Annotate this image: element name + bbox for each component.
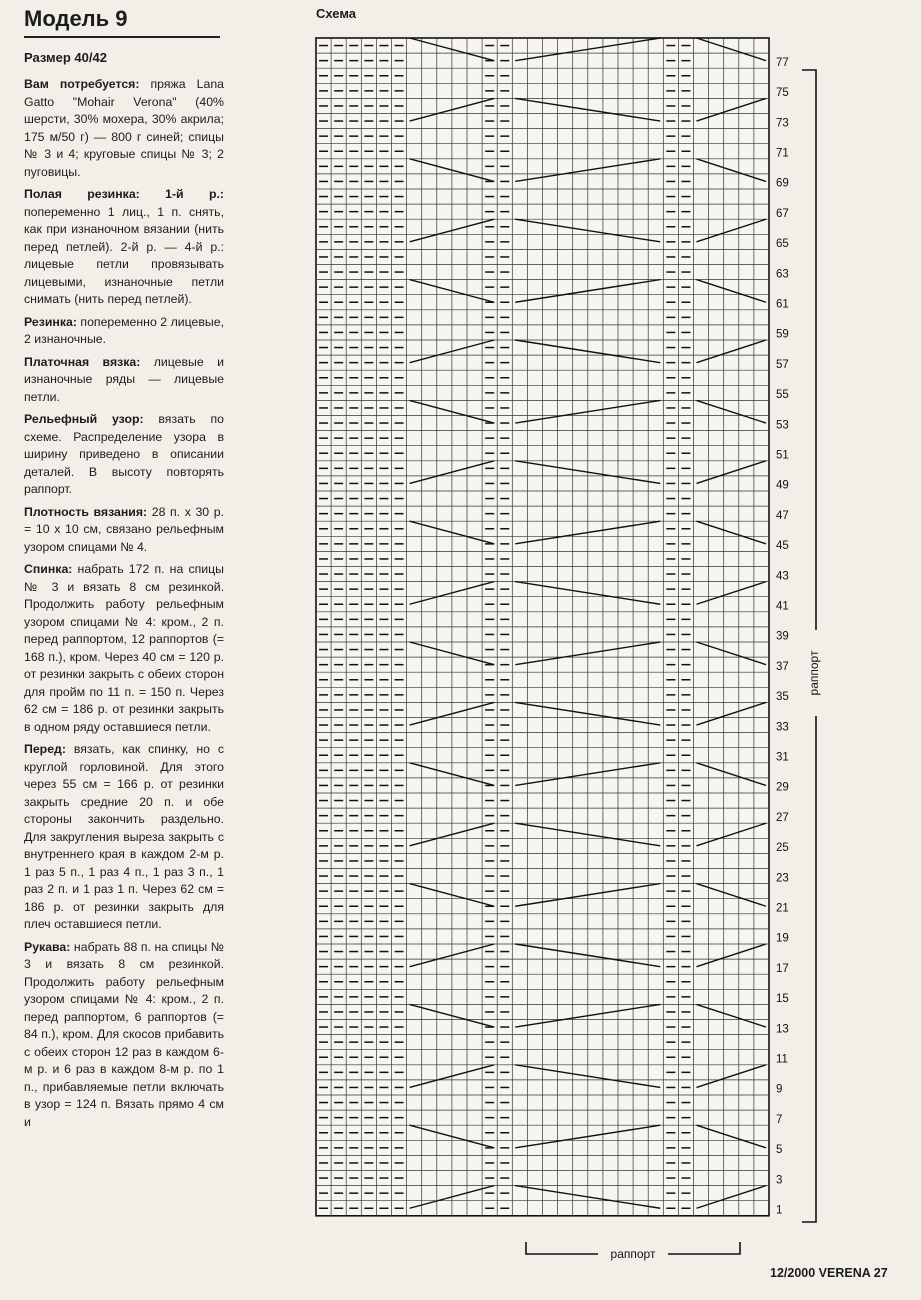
row-label: 77 bbox=[776, 56, 789, 69]
row-label: 59 bbox=[776, 328, 789, 341]
instruction-label: Рукава: bbox=[24, 939, 71, 954]
row-label: 31 bbox=[776, 751, 789, 764]
row-label: 29 bbox=[776, 781, 789, 794]
row-label: 53 bbox=[776, 419, 789, 432]
instruction-paragraph bbox=[24, 411, 224, 499]
row-label: 21 bbox=[776, 902, 789, 915]
instruction-text: вязать, как спинку, но с круглой горловиной. Для этого через 55 см = 166 р. от резинки закрыть средние 20 п. и обе стороны закончить раздельно. Для закругления выреза закрыть с внутреннего края в каждом 2-м р. 1 раз 5 п., 1 раз 4 п., 1 раз 3 п., 1 раз 2 п. и 1 раз 1 п. Через 62 см = 186 р. от резинки закрыть для плеч оставшиеся петли. bbox=[24, 742, 224, 931]
page-number: 27 bbox=[873, 1266, 888, 1280]
row-label: 55 bbox=[776, 389, 789, 402]
instruction-text: попеременно 1 лиц., 1 п. снять, как при изнаночном вязании (нить перед петлей). 2-й р. — 4-й р.: лицевые петли провязывать лицевыми, изнаночные петли снимать (нить перед петлей). bbox=[24, 204, 224, 306]
chart-row-labels bbox=[776, 57, 789, 1217]
row-label: 67 bbox=[776, 207, 789, 220]
page-footer bbox=[770, 1266, 888, 1280]
instruction-paragraph bbox=[24, 314, 224, 349]
instruction-text: вязать по схеме. Распределение узора в ширину приведено в описании деталей. В высоту повторять раппорт. bbox=[24, 412, 224, 496]
size-label: Размер 40/42 bbox=[24, 50, 107, 65]
row-label: 51 bbox=[776, 449, 789, 462]
row-label: 57 bbox=[776, 358, 789, 371]
instruction-paragraph bbox=[24, 354, 224, 407]
row-label: 13 bbox=[776, 1023, 789, 1036]
row-label: 61 bbox=[776, 298, 789, 311]
row-label: 23 bbox=[776, 872, 789, 885]
row-label: 73 bbox=[776, 117, 789, 130]
row-label: 47 bbox=[776, 509, 789, 522]
row-label: 3 bbox=[776, 1174, 783, 1187]
row-label: 63 bbox=[776, 268, 789, 281]
instruction-paragraph bbox=[24, 561, 224, 736]
repeat-label-bottom: раппорт bbox=[610, 1247, 656, 1261]
instruction-paragraph bbox=[24, 504, 224, 557]
instructions-column bbox=[24, 76, 224, 1136]
instruction-label: Плотность вязания: bbox=[24, 504, 148, 519]
instruction-label: Резинка: bbox=[24, 314, 77, 329]
row-label: 25 bbox=[776, 842, 789, 855]
instruction-label: Вам потребуется: bbox=[24, 77, 140, 91]
row-label: 5 bbox=[776, 1144, 783, 1157]
knitting-chart bbox=[300, 20, 840, 1265]
row-label: 71 bbox=[776, 147, 789, 160]
instruction-label: Перед: bbox=[24, 742, 66, 756]
instruction-label: Рельефный узор: bbox=[24, 412, 144, 426]
instruction-label: Спинка: bbox=[24, 562, 73, 576]
row-label: 11 bbox=[776, 1053, 788, 1066]
row-label: 69 bbox=[776, 177, 789, 190]
instruction-paragraph bbox=[24, 186, 224, 309]
chart-grid bbox=[316, 38, 769, 1216]
instruction-text: набрать 172 п. на спицы № 3 и вязать 8 см резинкой. Продолжить работу рельефным узором спицами № 4: кром., 2 п. перед раппортом, 12 раппортов (= 168 п.), кром. Через 40 см = 120 р. от резинки закрыть с обеих сторон для пройм по 11 п. = 150 п. Через 62 см = 186 р. от резинки закрыть в одном ряду оставшиеся петли. bbox=[24, 562, 224, 734]
row-label: 49 bbox=[776, 479, 789, 492]
row-label: 1 bbox=[776, 1204, 783, 1217]
page-title: Модель 9 bbox=[24, 6, 220, 38]
instruction-text: лицевые и изнаночные ряды — лицевые петли. bbox=[24, 354, 225, 404]
row-label: 75 bbox=[776, 87, 789, 100]
instruction-paragraph bbox=[24, 76, 224, 181]
row-label: 19 bbox=[776, 932, 789, 945]
row-label: 33 bbox=[776, 721, 789, 734]
row-label: 35 bbox=[776, 691, 789, 704]
instruction-text: пряжа Lana Gatto "Mohair Verona" (40% шерсти, 30% мохера, 30% акрила; 175 м/50 г) — 800 г синей; спицы № 3 и 4; круговые спицы № 3; 2 пуговицы. bbox=[24, 77, 224, 179]
row-label: 17 bbox=[776, 962, 789, 975]
instruction-label: Полая резинка: 1-й р.: bbox=[24, 187, 224, 201]
row-label: 39 bbox=[776, 630, 789, 643]
repeat-label-right: раппорт bbox=[807, 650, 821, 696]
row-label: 41 bbox=[776, 600, 789, 613]
scheme-title: Схема bbox=[316, 6, 357, 21]
row-label: 43 bbox=[776, 570, 789, 583]
row-label: 15 bbox=[776, 993, 789, 1006]
instruction-text: попеременно 2 лицевые, 2 изнаночные. bbox=[24, 314, 224, 346]
row-label: 37 bbox=[776, 660, 789, 673]
row-label: 45 bbox=[776, 540, 789, 553]
instruction-label: Платочная вязка: bbox=[24, 354, 141, 369]
row-label: 9 bbox=[776, 1083, 783, 1096]
row-label: 27 bbox=[776, 811, 789, 824]
issue-label: 12/2000 VERENA bbox=[770, 1266, 871, 1280]
instruction-paragraph bbox=[24, 939, 224, 1132]
instruction-text: набрать 88 п. на спицы № 3 и вязать 8 см резинкой. Продолжить работу рельефным узором спицами № 4: кром., 2 п. перед раппортом, 6 раппортов (= 84 п.), кром. Для скосов прибавить с обеих сторон 12 раз в каждом 6-м р. и 6 раз в каждом 8-м р. по 1 п., прибавляемые петли включать в узор = 124 п. Вязать прямо 4 см и bbox=[24, 939, 224, 1129]
instruction-paragraph bbox=[24, 741, 224, 934]
instruction-text: 28 п. х 30 р. = 10 х 10 см, связано рельефным узором спицами № 4. bbox=[24, 504, 224, 554]
row-label: 7 bbox=[776, 1113, 783, 1126]
row-label: 65 bbox=[776, 238, 789, 251]
